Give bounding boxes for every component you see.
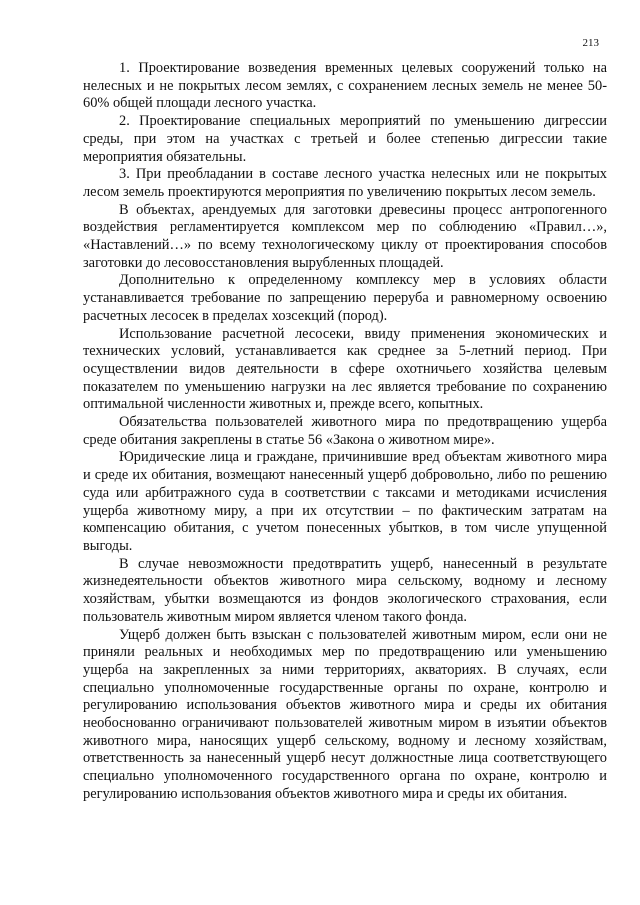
body-text: [83, 60, 607, 804]
paragraph-3: 3. При преобладании в составе лесного участка нелесных или не покрытых лесом земель проектируются мероприятия по увеличению покрытых лесом земель.: [83, 166, 607, 200]
paragraph-1: 1. Проектирование возведения временных целевых сооружений только на нелесных и не покрытых лесом землях, с сохранением лесных земель не менее 50-60% общей площади лесного участка.: [83, 60, 607, 112]
document-page: [83, 0, 607, 905]
paragraph-6: Использование расчетной лесосеки, ввиду применения экономических и технических условий, устанавливается как среднее за 5-летний период. При осуществлении видов деятельности в сфере охотничьего хозяйства целевым показателем по уменьшению нагрузки на лес является требование по сохранению оптимальной численности животных и, прежде всего, копытных.: [83, 325, 607, 413]
paragraph-10: Ущерб должен быть взыскан с пользователей животным миром, если они не приняли реальных и необходимых мер по предотвращению или уменьшению ущерба на закрепленных за ними территориях, акваториях. В случаях, если специально уполномоченные государственные органы по охране, контролю и регулированию использования объектов животного мира и среды их обитания необоснованно ограничивают пользователей животным миром в изъятии объектов животного мира, наносящих ущерб сельскому, водному и лесному хозяйствам, ответственность за нанесенный ущерб несут должностные лица соответствующего специально уполномоченного государственного органа по охране, контролю и регулированию использования объектов животного мира и среды их обитания.: [83, 626, 607, 802]
page-number: 213: [582, 37, 599, 49]
paragraph-2: 2. Проектирование специальных мероприятий по уменьшению дигрессии среды, при этом на участках с третьей и более степенью дигрессии такие мероприятия обязательны.: [83, 113, 607, 165]
paragraph-5: Дополнительно к определенному комплексу мер в условиях области устанавливается требование по запрещению переруба и равномерному освоению расчетных лесосек в пределах хозсекций (пород).: [83, 272, 607, 324]
paragraph-4: В объектах, арендуемых для заготовки древесины процесс антропогенного воздействия регламентируется комплексом мер по соблюдению «Правил…», «Наставлений…» по всему технологическому циклу от проектирования способов заготовки до лесовосстановления вырубленных площадей.: [83, 201, 607, 271]
paragraph-8: Юридические лица и граждане, причинившие вред объектам животного мира и среде их обитания, возмещают нанесенный ущерб добровольно, либо по решению суда или арбитражного суда в соответствии с таксами и методиками исчисления ущерба животному миру, а при их отсутствии – по фактическим затратам на компенсацию обитания, с учетом понесенных убытков, в том числе упущенной выгоды.: [83, 449, 607, 554]
paragraph-9: В случае невозможности предотвратить ущерб, нанесенный в результате жизнедеятельности объектов животного мира сельскому, водному и лесному хозяйствам, убытки возмещаются из фондов экологического страхования, если пользователь животным миром является членом такого фонда.: [83, 555, 607, 625]
paragraph-7: Обязательства пользователей животного мира по предотвращению ущерба среде обитания закреплены в статье 56 «Закона о животном мире».: [83, 414, 607, 448]
